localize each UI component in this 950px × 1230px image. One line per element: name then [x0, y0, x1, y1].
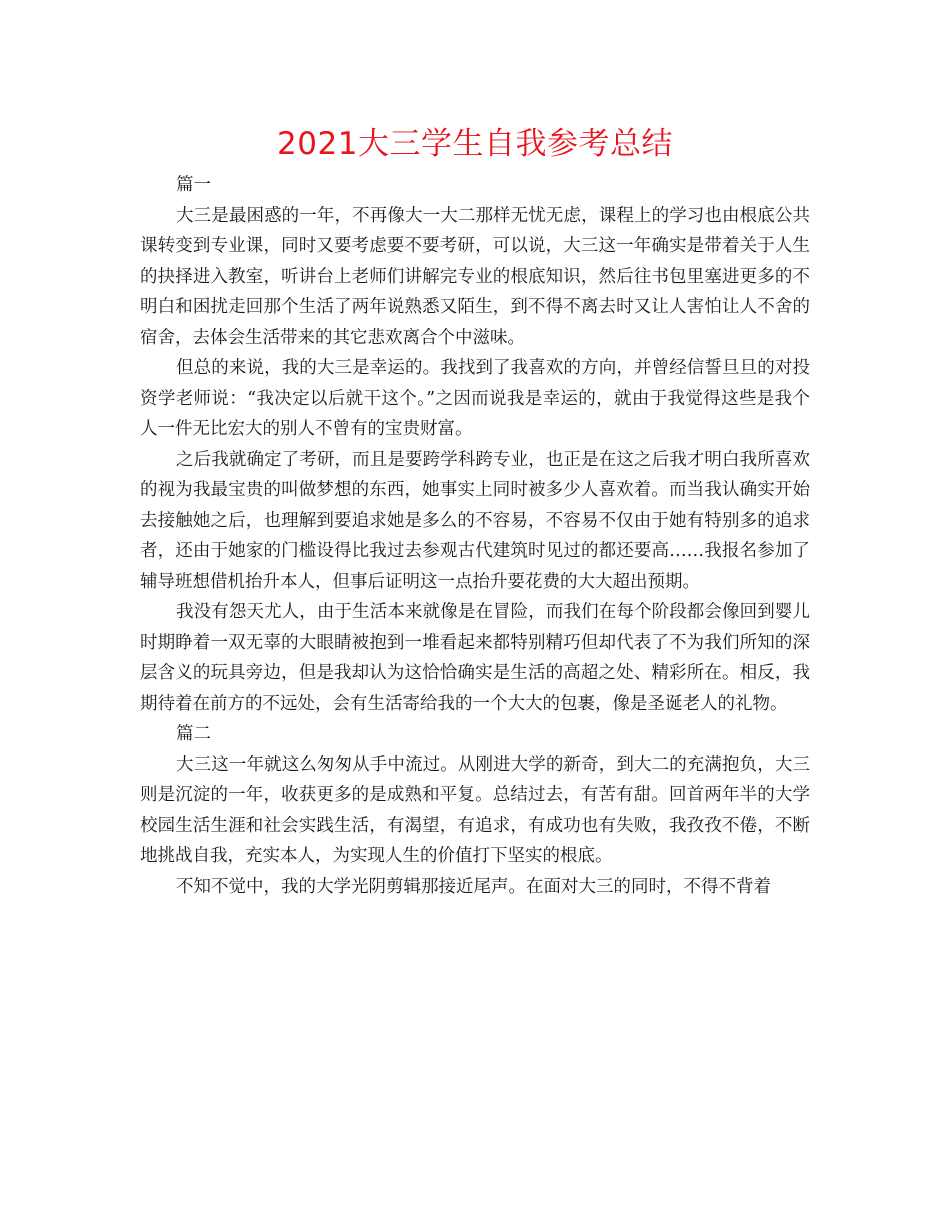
paragraph: 但总的来说，我的大三是幸运的。我找到了我喜欢的方向，并曾经信誓旦旦的对投资学老师说：“我决定以后就干这个。”之因而说我是幸运的，就由于我觉得这些是我个人一件无比宏大的别人不曾有的宝贵财富。	[140, 358, 810, 439]
document-title: 2021大三学生自我参考总结	[277, 126, 673, 162]
document-page	[140, 118, 810, 902]
paragraph: 大三是最困惑的一年，不再像大一大二那样无忧无虑，课程上的学习也由根底公共课转变到专业课，同时又要考虑要不要考研，可以说，大三这一年确实是带着关于人生的抉择进入教室，听讲台上老师们讲解完专业的根底知识，然后往书包里塞进更多的不明白和困扰走回那个生活了两年说熟悉又陌生，到不得不离去时又让人害怕让人不舍的宿舍，去体会生活带来的其它悲欢离合个中滋味。	[140, 205, 810, 348]
paragraph: 不知不觉中，我的大学光阴剪辑那接近尾声。在面对大三的同时，不得不背着	[176, 876, 771, 897]
paragraph: 大三这一年就这么匆匆从手中流过。从刚进大学的新奇，到大二的充满抱负，大三则是沉淀的一年，收获更多的是成熟和平复。总结过去，有苦有甜。回首两年半的大学校园生活生涯和社会实践生活，有渴望，有追求，有成功也有失败，我孜孜不倦，不断地挑战自我，充实本人，为实现人生的价值打下坚实的根底。	[140, 754, 810, 866]
section-1	[140, 170, 810, 719]
section-heading: 篇二	[176, 724, 211, 744]
paragraph: 我没有怨天尤人，由于生活本来就像是在冒险，而我们在每个阶段都会像回到婴儿时期睁着一双无辜的大眼睛被抱到一堆看起来都特别精巧但却代表了不为我们所知的深层含义的玩具旁边，但是我却认为这恰恰确实是生活的高超之处、精彩所在。相反，我期待着在前方的不远处，会有生活寄给我的一个大大的包裹，像是圣诞老人的礼物。	[140, 602, 810, 714]
paragraph: 之后我就确定了考研，而且是要跨学科跨专业，也正是在这之后我才明白我所喜欢的视为我最宝贵的叫做梦想的东西，她事实上同时被多少人喜欢着。而当我认确实开始去接触她之后，也理解到要追求她是多么的不容易，不容易不仅由于她有特别多的追求者，还由于她家的门槛设得比我过去参观古代建筑时见过的都还要高……我报名参加了辅导班想借机抬升本人，但事后证明这一点抬升要花费的大大超出预期。	[140, 449, 810, 592]
section-2	[140, 719, 810, 902]
section-heading: 篇一	[176, 175, 211, 195]
